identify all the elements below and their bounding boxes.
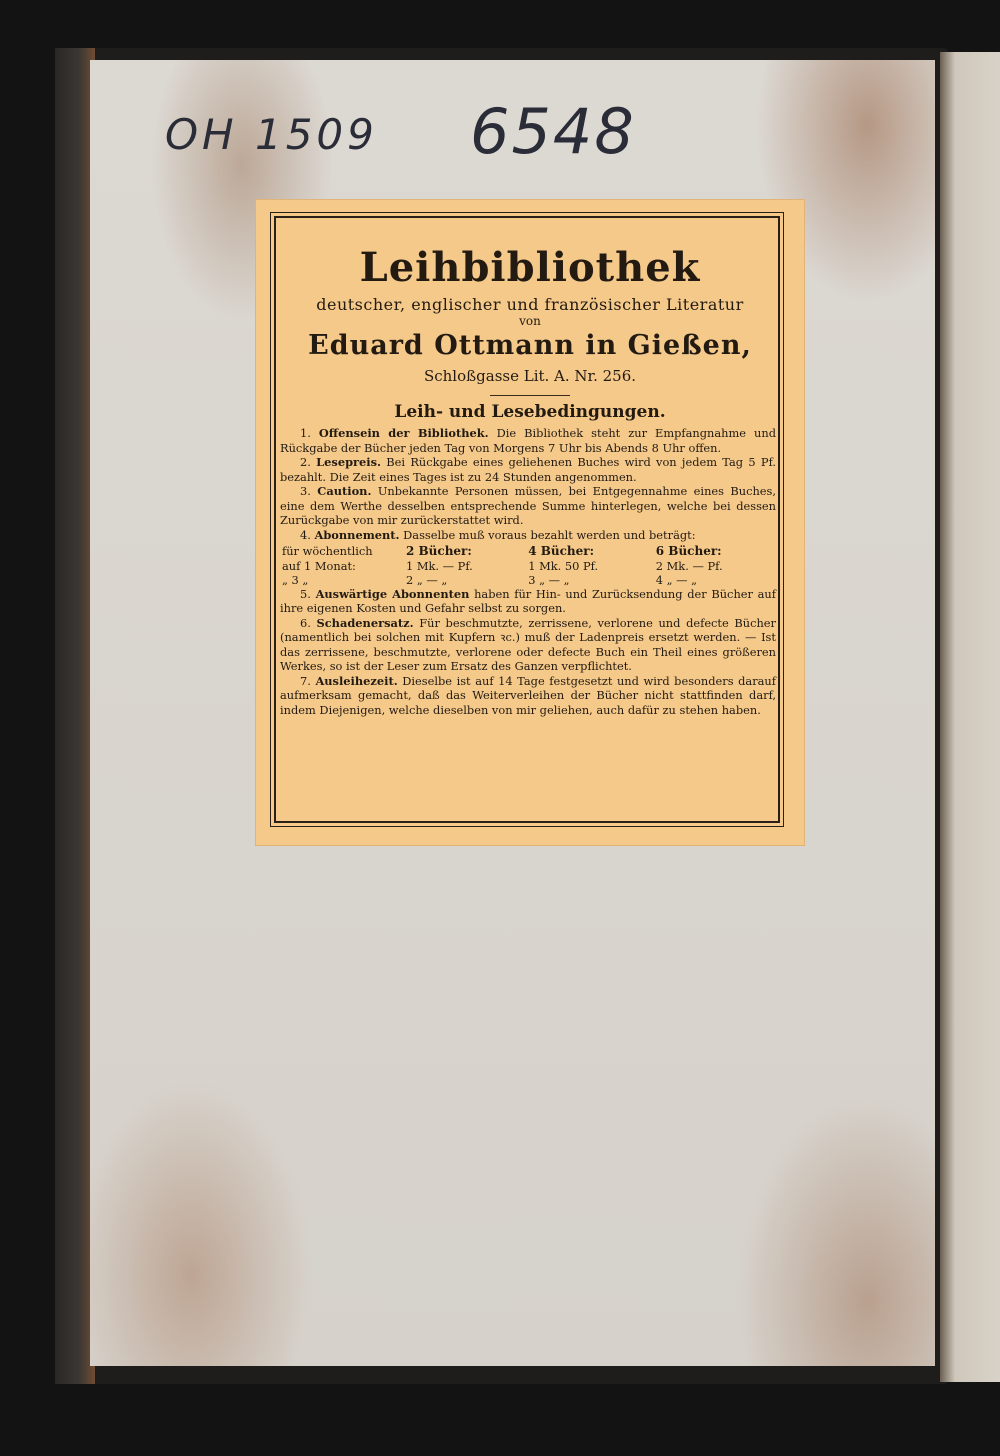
abonnement-row-label: für wöchentlich [282,544,373,559]
label-owner: Eduard Ottmann in Gießen, [308,330,752,361]
abonnement-header: 2 Bücher: [406,544,472,558]
table-row: auf 1 Monat: 1 Mk. — Pf. 1 Mk. 50 Pf. 2 Mk. — Pf. [282,558,723,573]
label-content [280,226,777,717]
rule-item: 1. Offensein der Bibliothek. Die Bibliothek steht zur Empfangnahme und Rückgabe der Bücher jeden Tag von Morgens 7 Uhr bis Abends 8 Uhr offen. [280,426,777,455]
handwritten-number: 6548 [470,95,636,168]
rule-item: 2. Lesepreis. Bei Rückgabe eines geliehenen Buches wird von jedem Tag 5 Pf. bezahlt. Die Zeit eines Tages ist zu 24 Stunden angenommen. [280,455,776,484]
label-subtitle: deutscher, englischer und französischer Literatur [316,295,744,314]
abonnement-table [280,544,776,587]
rule-item: 3. Caution. Unbekannte Personen müssen, bei Entgegennahme eines Buches, eine dem Werthe desselben entsprechende Summe hinterlegen, welche bei dessen Zurückgabe von mir zurückerstattet wird. [280,484,777,527]
divider [490,395,570,396]
rules-list [280,426,776,717]
rule-item: 5. Auswärtige Abonnenten haben für Hin- und Zurücksendung der Bücher auf ihre eigenen Kosten und Gefahr selbst zu sorgen. [280,586,776,615]
table-row: „ 3 „ 2 „ — „ 3 „ — „ 4 „ — „ [282,572,698,587]
label-title: Leihbibliothek [359,244,701,291]
label-von: von [519,314,541,328]
rule-item: 6. Schadenersatz. Für beschmutzte, zerrissene, verlorene und defecte Bücher (namentlich bei solchen mit Kupfern ꝛc.) muß der Ladenpreis ersetzt werden. — Ist das zerrissene, beschmutzte, verlorene oder defecte Buch ein Theil eines größeren Werkes, so ist der Leser zum Ersatz des Ganzen verpflichtet. [280,615,776,673]
abonnement-header: 4 Bücher: [528,544,595,558]
library-label [256,200,804,845]
facing-page-edge [940,52,1000,1382]
label-address: Schloßgasse Lit. A. Nr. 256. [423,367,637,385]
abonnement-header: 6 Bücher: [655,544,722,558]
rule-item: 4. Abonnement. Dasselbe muß voraus bezahlt werden und beträgt: [300,527,696,542]
conditions-title: Leih- und Lesebedingungen. [394,402,666,422]
rule-item: 7. Ausleihezeit. Dieselbe ist auf 14 Tage festgesetzt und wird besonders darauf aufmerksam gemacht, daß das Weiterverleihen der Bücher nicht stattfinden darf, indem Diejenigen, welche dieselben von mir geliehen, auch dafür zu stehen haben. [280,673,776,717]
handwritten-shelf-mark: OH 1509 [165,110,378,159]
book-spine-edge [55,48,95,1384]
